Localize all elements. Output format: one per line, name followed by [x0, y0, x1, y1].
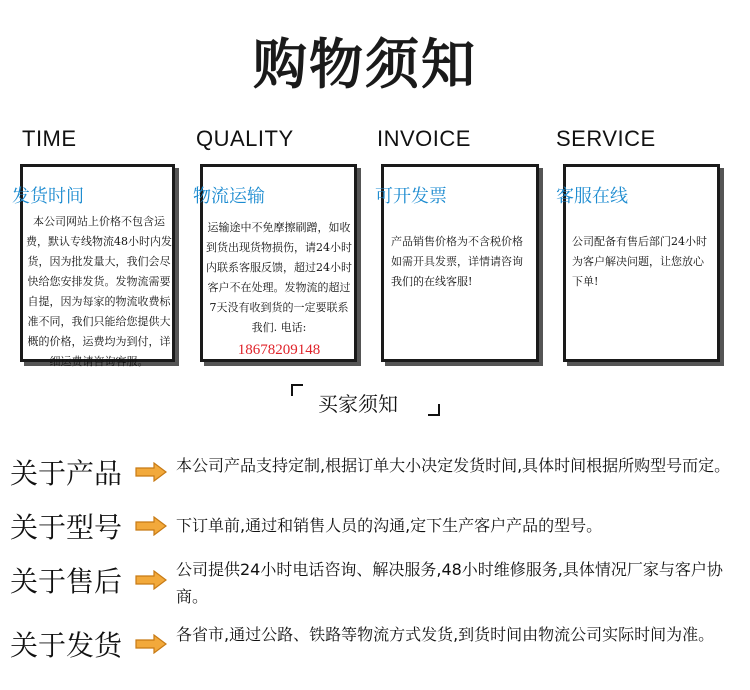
buyer-notice-heading: 买家须知 [318, 392, 398, 416]
page-title: 购物须知 [253, 33, 477, 96]
card-text-invoice: 产品销售价格为不含税价格如需开具发票，详情请咨询我们的在线客服! [391, 235, 523, 288]
bracket-right-icon [428, 404, 440, 416]
bracket-left-icon [291, 384, 303, 396]
row-label-model: 关于型号 [10, 511, 123, 544]
card-title-service: 客服在线 [556, 186, 628, 207]
column-heading-time: TIME [22, 126, 77, 151]
row-text-shipping: 各省市,通过公路、铁路等物流方式发货,到货时间由物流公司实际时间为准。 [176, 625, 715, 644]
card-text-quality-body: 运输途中不免摩擦刷蹭，如收到货出现货物损伤，请24小时内联系客服反馈，超过24小时客户不在处理。发物流的超过7天没有收到货的一定要联系我们. 电话: [206, 221, 352, 334]
card-title-invoice: 可开发票 [375, 186, 447, 207]
row-text-after-sales: 公司提供24小时电话咨询、解决服务,48小时维修服务,具体情况厂家与客户协商。 [176, 560, 723, 606]
row-label-after-sales: 关于售后 [10, 565, 123, 598]
phone-number: 18678209148 [237, 342, 321, 358]
card-text-service: 公司配备有售后部门24小时为客户解决问题，让您放心下单! [572, 235, 707, 288]
row-label-shipping: 关于发货 [10, 629, 123, 662]
right-arrow-icon [135, 462, 167, 482]
row-label-product: 关于产品 [10, 457, 123, 490]
row-text-product: 本公司产品支持定制,根据订单大小决定发货时间,具体时间根据所购型号而定。 [176, 456, 731, 475]
column-heading-service: SERVICE [556, 126, 656, 151]
right-arrow-icon [135, 516, 167, 536]
card-title-time: 发货时间 [12, 186, 84, 207]
right-arrow-icon [135, 634, 167, 654]
column-heading-quality: QUALITY [196, 126, 294, 151]
card-text-quality [205, 218, 353, 362]
card-title-quality: 物流运输 [193, 186, 265, 207]
column-heading-invoice: INVOICE [377, 126, 471, 151]
card-text-time: 本公司网站上价格不包含运费，默认专线物流48小时内发货，因为批发量大，我们会尽快给您安排发货。发物流需要自提，因为每家的物流收费标准不同，我们只能给您提供大概的价格，运费均为到付，详细运费请咨询客服。 [26, 215, 172, 368]
row-text-model: 下订单前,通过和销售人员的沟通,定下生产客户产品的型号。 [176, 516, 603, 535]
right-arrow-icon [135, 570, 167, 590]
